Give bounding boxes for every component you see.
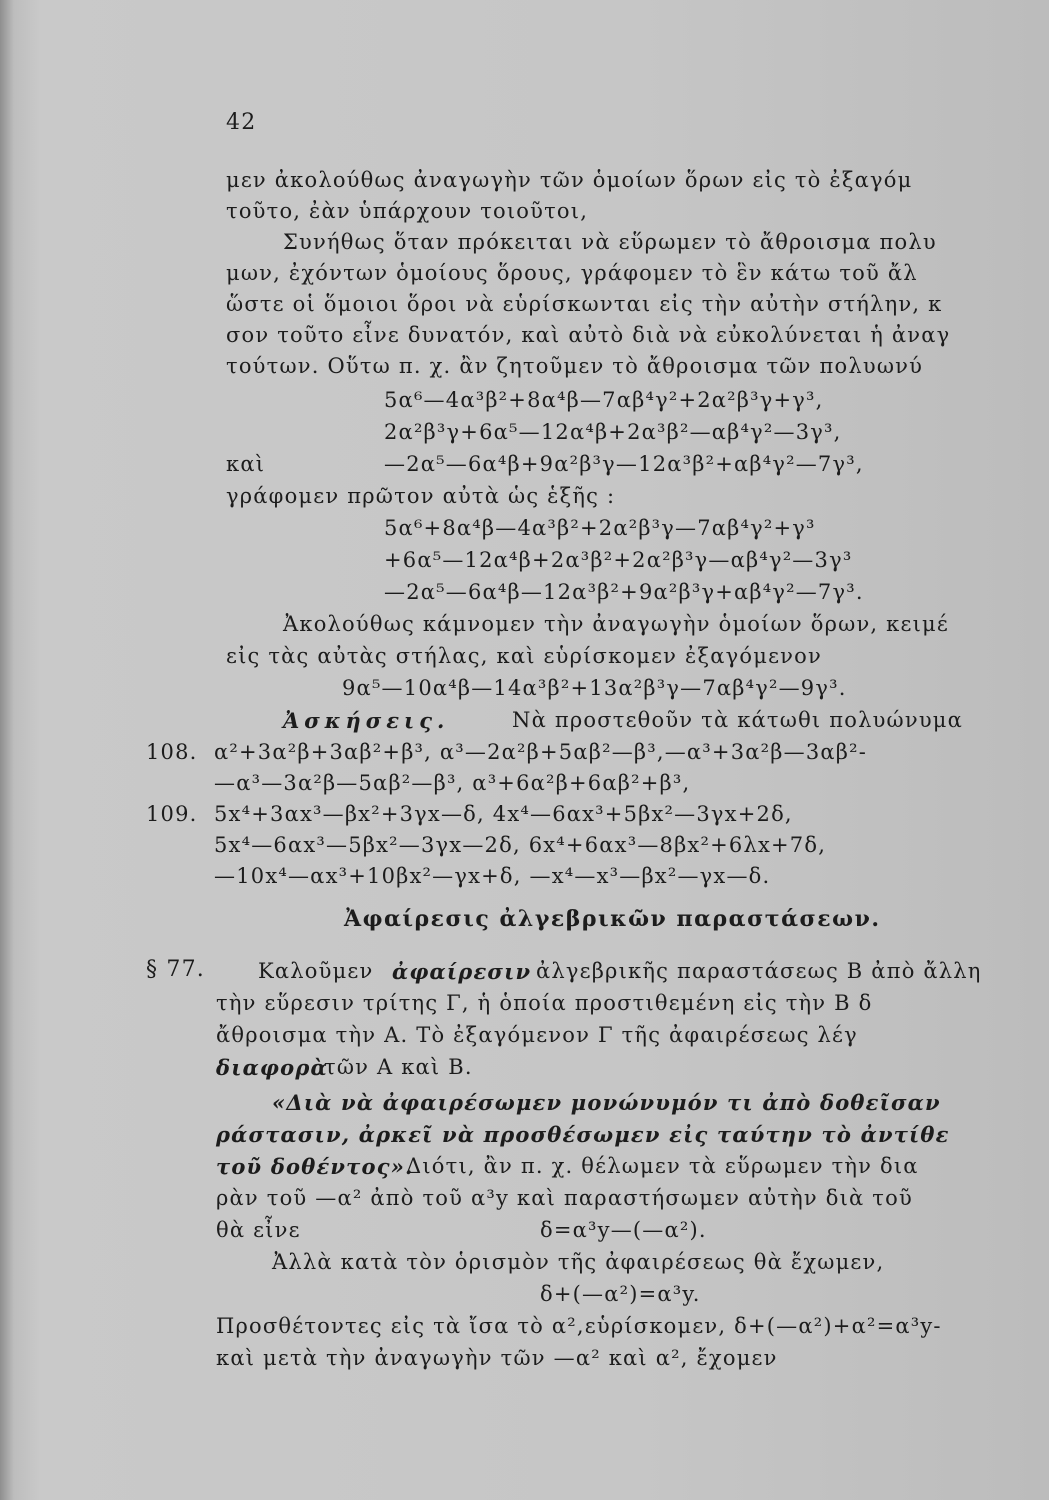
polynomial-line: 5α⁶—4α³β²+8α⁴β—7αβ⁴γ²+2α²β³γ+γ³, [384,388,824,412]
equation: δ+(—α²)=α³y. [540,1282,701,1306]
text-line: σον τοῦτο εἶνε δυνατόν, καὶ αὐτὸ διὰ νὰ εὐκολύνεται ἡ ἀναγ [226,323,951,347]
exercise-line: —α³—3α²β—5αβ²—β³, α³+6α²β+6αβ²+β³, [214,771,691,795]
exercise-line: α²+3α²β+3αβ²+β³, α³—2α²β+5αβ²—β³,—α³+3α²β—3αβ²- [214,740,868,764]
polynomial-aligned-line: —2α⁵—6α⁴β—12α³β²+9α²β³γ+αβ⁴γ²—7γ³. [384,580,864,604]
text-fragment: τῶν Α καὶ Β. [324,1055,473,1079]
text-line: τούτων. Οὕτω π. χ. ἂν ζητοῦμεν τὸ ἄθροισμα τῶν πολυωνύ [226,354,924,378]
section-heading: Ἀφαίρεσις ἀλγεβρικῶν παραστάσεων. [344,906,881,932]
equation: δ=α³y—(—α²). [540,1218,707,1242]
term-difference: διαφορὰ [216,1055,328,1080]
text-fragment: θὰ εἶνε [216,1218,301,1242]
polynomial-line: 2α²β³γ+6α⁵—12α⁴β+2α³β²—αβ⁴γ²—3γ³, [384,420,842,444]
text-line: Ἀκολούθως κάμνομεν τὴν ἀναγωγὴν ὁμοίων ὅρων, κειμέ [283,612,949,636]
text-line: καὶ μετὰ τὴν ἀναγωγὴν τῶν —α² καὶ α², ἔχομεν [216,1346,778,1370]
text-fragment: Διότι, ἂν π. χ. θέλωμεν τὰ εὕρωμεν τὴν δια [406,1154,919,1178]
polynomial-aligned-line: +6α⁵—12α⁴β+2α³β²+2α²β³γ—αβ⁴γ²—3γ³ [384,548,853,572]
result-polynomial: 9α⁵—10α⁴β—14α³β²+13α²β³γ—7αβ⁴γ²—9γ³. [342,676,847,700]
text-line: τοῦτο, ἐὰν ὑπάρχουν τοιοῦτοι, [226,199,589,223]
rule-line: «Διὰ νὰ ἀφαιρέσωμεν μονώνυμόν τι ἀπὸ δοθεῖσαν [272,1090,941,1115]
text-line: ὥστε οἱ ὅμοιοι ὅροι νὰ εὑρίσκωνται εἰς τὴν αὐτὴν στήλην, κ [226,292,943,316]
rule-line: τοῦ δοθέντος». [216,1154,414,1179]
polynomial-line: —2α⁵—6α⁴β+9α²β³γ—12α³β²+αβ⁴γ²—7γ³, [384,452,864,476]
exercise-number: 108. [146,740,198,764]
text-fragment: Καλοῦμεν [258,959,374,983]
text-line: μεν ἀκολούθως ἀναγωγὴν τῶν ὁμοίων ὅρων εἰς τὸ ἐξαγόμ [226,168,913,192]
exercise-line: 5x⁴—6αx³—5βx²—3γx—2δ, 6x⁴+6αx³—8βx²+6λx+7δ, [214,833,827,857]
exercise-line: —10x⁴—αx³+10βx²—γx+δ, —x⁴—x³—βx²—γx—δ. [214,864,771,888]
exercises-label: Ἀσκήσεις. [283,708,450,733]
text-line: ἄθροισμα τὴν Α. Τὸ ἐξαγόμενον Γ τῆς ἀφαιρέσεως λέγ [216,1023,858,1047]
exercise-number: 109. [146,802,198,826]
page-number: 42 [226,110,257,135]
rule-line: ράστασιν, ἀρκεῖ νὰ προσθέσωμεν εἰς ταύτην τὸ ἀντίθε [216,1122,950,1147]
polynomial-aligned-line: 5α⁶+8α⁴β—4α³β²+2α²β³γ—7αβ⁴γ²+γ³ [384,516,816,540]
text-line: γράφομεν πρῶτον αὐτὰ ὡς ἑξῆς : [226,484,616,508]
text-line: εἰς τὰς αὐτὰς στήλας, καὶ εὑρίσκομεν ἐξαγόμενον [226,644,822,668]
section-label: § 77. [146,957,205,982]
exercise-line: 5x⁴+3αx³—βx²+3γx—δ, 4x⁴—6αx³+5βx²—3γx+2δ, [214,802,793,826]
term-subtraction: ἀφαίρεσιν [392,959,532,984]
text-fragment: ἀλγεβρικῆς παραστάσεως Β ἀπὸ ἄλλη [536,959,982,983]
word-and: καὶ [226,452,266,476]
text-line: Συνήθως ὅταν πρόκειται νὰ εὕρωμεν τὸ ἄθροισμα πολυ [283,230,937,254]
exercises-intro: Νὰ προστεθοῦν τὰ κάτωθι πολυώνυμα [512,708,964,732]
text-line: ρὰν τοῦ —α² ἀπὸ τοῦ α³y καὶ παραστήσωμεν αὐτὴν διὰ τοῦ [216,1186,913,1210]
text-line: μων, ἐχόντων ὁμοίους ὅρους, γράφομεν τὸ ἓν κάτω τοῦ ἄλ [226,261,918,285]
text-line: τὴν εὕρεσιν τρίτης Γ, ἡ ὁποία προστιθεμένη εἰς τὴν Β δ [216,991,873,1015]
text-line: Προσθέτοντες εἰς τὰ ἴσα τὸ α²,εὑρίσκομεν, δ+(—α²)+α²=α³y- [216,1314,942,1338]
text-line: Ἀλλὰ κατὰ τὸν ὁρισμὸν τῆς ἀφαιρέσεως θὰ ἔχωμεν, [272,1250,885,1274]
